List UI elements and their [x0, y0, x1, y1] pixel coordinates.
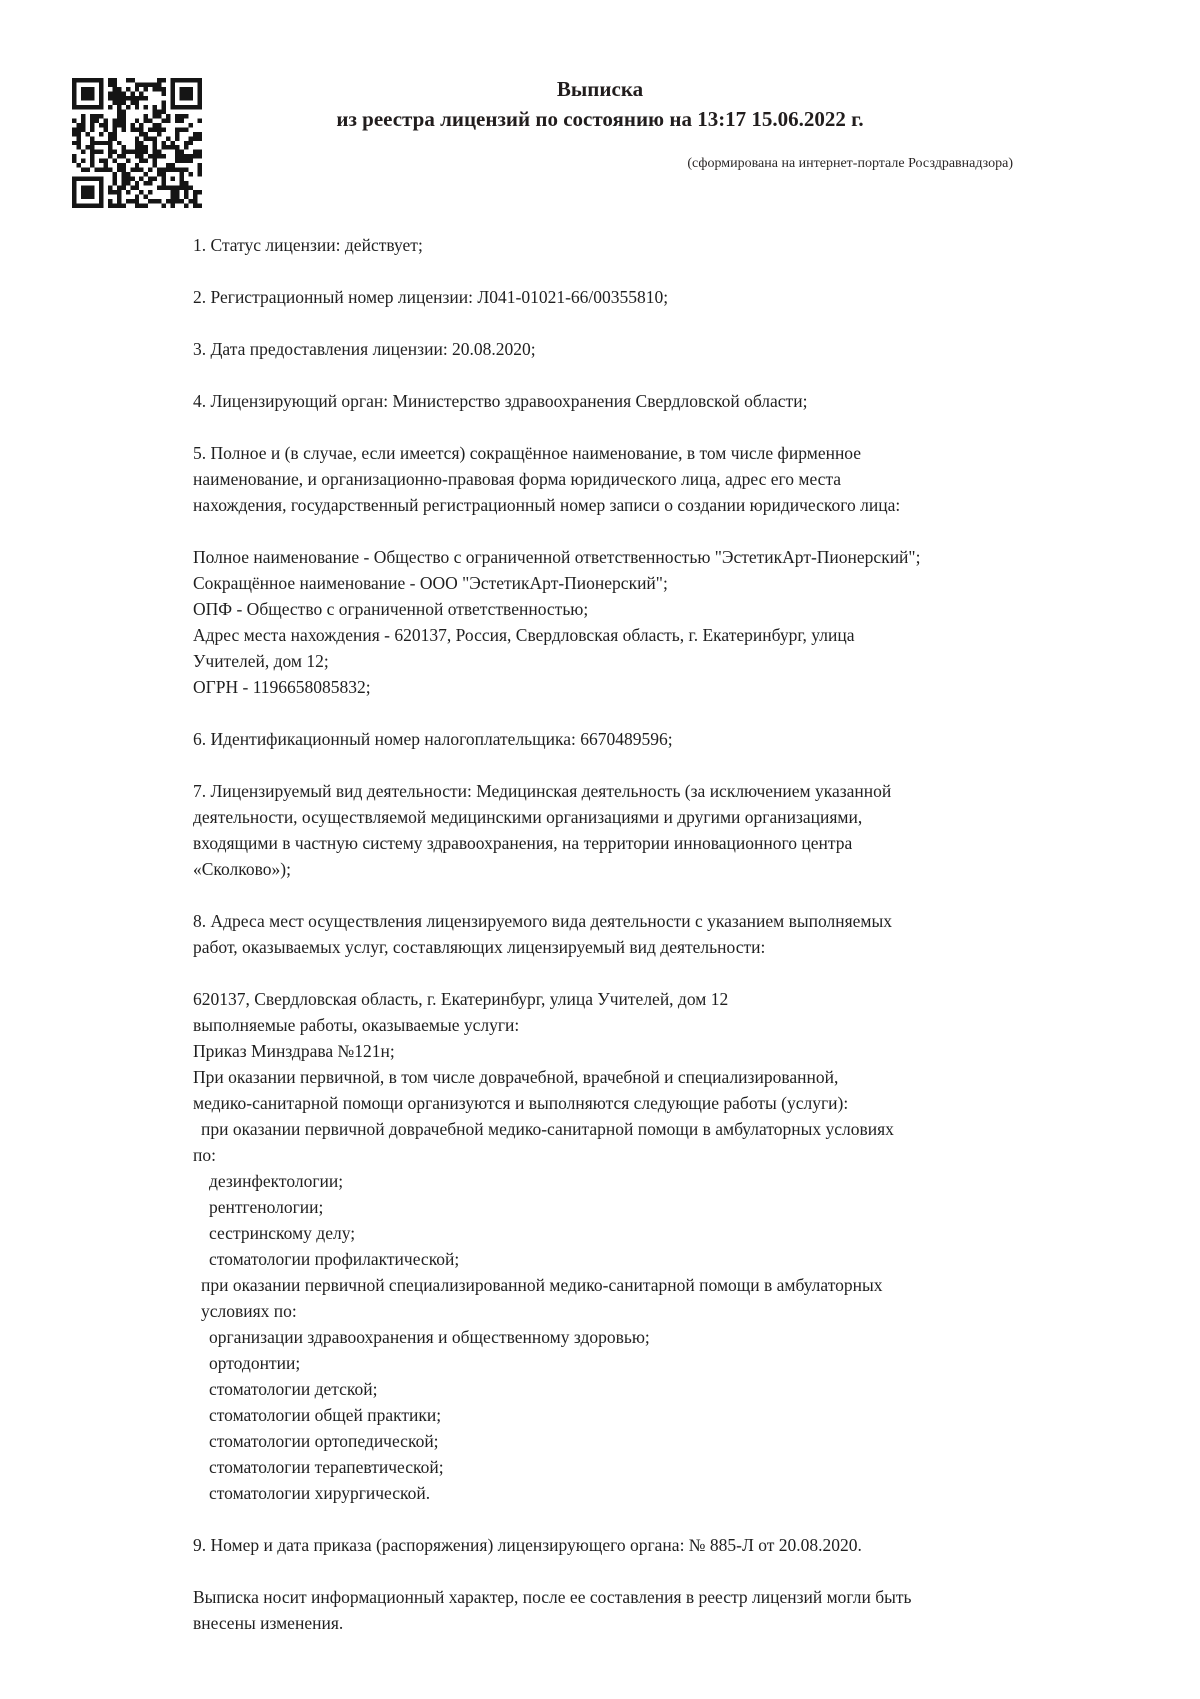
paragraph	[193, 284, 1073, 310]
generated-note: (сформирована на интернет-портале Росздравнадзора)	[687, 156, 1013, 171]
document-body	[193, 232, 1073, 1662]
paragraph	[193, 336, 1073, 362]
document-line: Сокращённое наименование - ООО "ЭстетикАрт-Пионерский";	[193, 573, 668, 593]
document-line: «Сколково»);	[193, 859, 291, 879]
document-line: 4. Лицензирующий орган: Министерство здравоохранения Свердловской области;	[193, 391, 808, 411]
document-line: 9. Номер и дата приказа (распоряжения) лицензирующего органа: № 885-Л от 20.08.2020.	[193, 1535, 862, 1555]
document-line: 1. Статус лицензии: действует;	[193, 235, 423, 255]
document-line: Полное наименование - Общество с ограниченной ответственностью "ЭстетикАрт-Пионерский";	[193, 547, 921, 567]
paragraph	[193, 544, 1073, 700]
document-line: внесены изменения.	[193, 1613, 344, 1633]
document-line: организации здравоохранения и общественному здоровью;	[209, 1327, 650, 1347]
document-line: стоматологии детской;	[209, 1379, 378, 1399]
document-line: стоматологии хирургической.	[209, 1483, 431, 1503]
paragraph	[193, 1584, 1073, 1636]
document-line: входящими в частную систему здравоохранения, на территории инновационного центра	[193, 833, 853, 853]
document-line: условиях по:	[201, 1301, 297, 1321]
paragraph	[193, 388, 1073, 414]
document-line: 7. Лицензируемый вид деятельности: Медицинская деятельность (за исключением указанной	[193, 781, 892, 801]
document-line: сестринскому делу;	[209, 1223, 356, 1243]
document-line: стоматологии общей практики;	[209, 1405, 442, 1425]
document-line: 620137, Свердловская область, г. Екатеринбург, улица Учителей, дом 12	[193, 989, 729, 1009]
document-line: стоматологии ортопедической;	[209, 1431, 439, 1451]
document-line: стоматологии терапевтической;	[209, 1457, 444, 1477]
paragraph	[193, 726, 1073, 752]
document-line: Приказ Минздрава №121н;	[193, 1041, 395, 1061]
document-line: 2. Регистрационный номер лицензии: Л041-01021-66/00355810;	[193, 287, 669, 307]
paragraph	[193, 908, 1073, 960]
document-header	[0, 74, 1200, 134]
document-line: медико-санитарной помощи организуются и выполняются следующие работы (услуги):	[193, 1093, 849, 1113]
document-line: При оказании первичной, в том числе доврачебной, врачебной и специализированной,	[193, 1067, 839, 1087]
document-line: деятельности, осуществляемой медицинскими организациями и другими организациями,	[193, 807, 863, 827]
document-line: рентгенологии;	[209, 1197, 324, 1217]
document-line: Учителей, дом 12;	[193, 651, 329, 671]
paragraph	[193, 440, 1073, 518]
paragraph	[193, 232, 1073, 258]
document-line: ОПФ - Общество с ограниченной ответственностью;	[193, 599, 589, 619]
document-line: 8. Адреса мест осуществления лицензируемого вида деятельности с указанием выполняемых	[193, 911, 892, 931]
document-line: нахождения, государственный регистрационный номер записи о создании юридического лица:	[193, 495, 901, 515]
document-line: 6. Идентификационный номер налогоплательщика: 6670489596;	[193, 729, 673, 749]
document-line: работ, оказываемых услуг, составляющих лицензируемый вид деятельности:	[193, 937, 766, 957]
document-line: ОГРН - 1196658085832;	[193, 677, 371, 697]
document-line: дезинфектологии;	[209, 1171, 344, 1191]
document-line: выполняемые работы, оказываемые услуги:	[193, 1015, 520, 1035]
document-line: при оказании первичной специализированной медико-санитарной помощи в амбулаторных	[201, 1275, 883, 1295]
paragraph	[193, 1532, 1073, 1558]
paragraph	[193, 986, 1073, 1506]
document-line: ортодонтии;	[209, 1353, 301, 1373]
document-line: 3. Дата предоставления лицензии: 20.08.2020;	[193, 339, 536, 359]
document-line: стоматологии профилактической;	[209, 1249, 460, 1269]
paragraph	[193, 778, 1073, 882]
document-line: по:	[193, 1145, 216, 1165]
document-line: 5. Полное и (в случае, если имеется) сокращённое наименование, в том числе фирменное	[193, 443, 862, 463]
document-title-line-1: Выписка	[556, 77, 644, 101]
document-title-line-2: из реестра лицензий по состоянию на 13:17 15.06.2022 г.	[336, 107, 864, 131]
document-line: наименование, и организационно-правовая форма юридического лица, адрес его места	[193, 469, 842, 489]
document-line: Адрес места нахождения - 620137, Россия, Свердловская область, г. Екатеринбург, улица	[193, 625, 855, 645]
document-line: Выписка носит информационный характер, после ее составления в реестр лицензий могли быть	[193, 1587, 912, 1607]
document-line: при оказании первичной доврачебной медико-санитарной помощи в амбулаторных условиях	[201, 1119, 894, 1139]
